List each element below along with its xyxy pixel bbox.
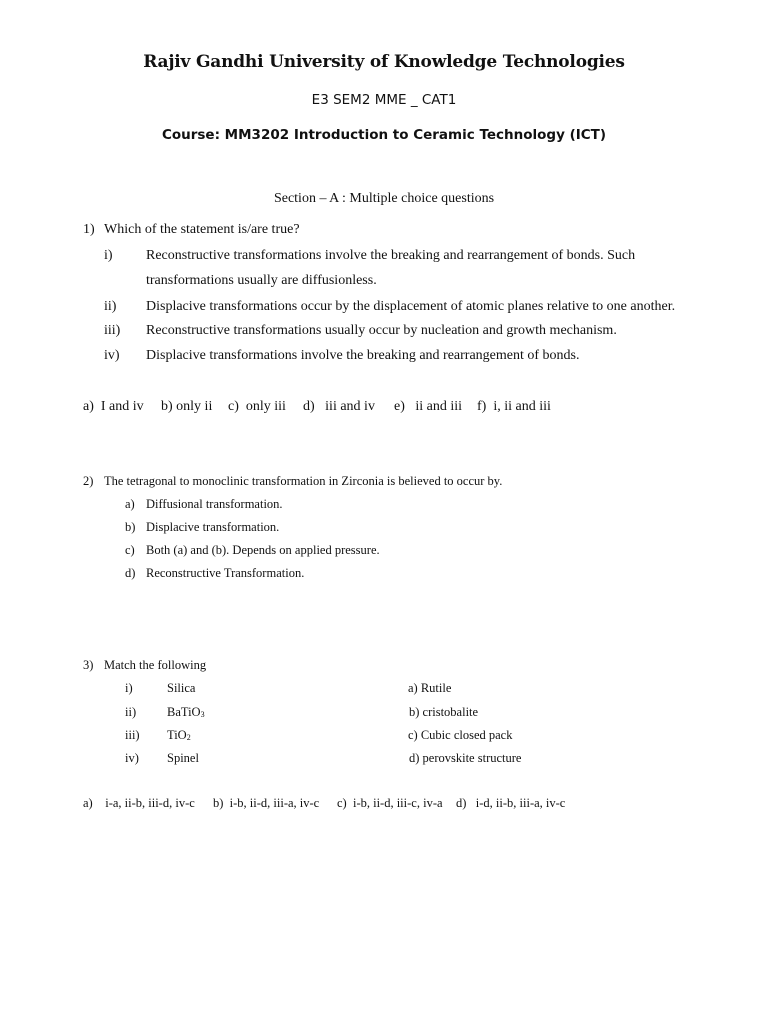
q2-option-text: Displacive transformation. (146, 520, 280, 534)
q1-option-b: b) only ii (161, 399, 213, 414)
q1-option-e: e) ii and iii (394, 399, 463, 414)
q1-statement-number: i) (104, 248, 113, 263)
q3-option-a: a) i-a, ii-b, iii-d, iv-c (83, 796, 195, 810)
q1-option-f: f) i, ii and iii (477, 399, 551, 414)
q1-text: Which of the statement is/are true? (104, 222, 300, 237)
course-title: Course: MM3202 Introduction to Ceramic Technology (ICT) (161, 127, 607, 143)
q2-number: 2) (83, 474, 94, 488)
q2-option-text: Diffusional transformation. (146, 497, 283, 511)
q3-number: 3) (83, 658, 94, 672)
q1-statement-text: transformations usually are diffusionless. (146, 273, 377, 288)
q1-statement-number: ii) (104, 299, 117, 314)
q3-left-item: Spinel (167, 751, 199, 765)
q3-right-item: b) cristobalite (409, 705, 479, 719)
q1-statement-number: iv) (104, 348, 120, 363)
q2-option-label: a) (125, 497, 135, 511)
q3-left-item: BaTiO$_3$ (167, 705, 205, 719)
q3-text: Match the following (104, 658, 207, 672)
q3-left-number: iii) (125, 728, 140, 742)
q2-option-label: b) (125, 520, 136, 534)
q3-right-item: d) perovskite structure (409, 751, 522, 765)
q1-statement-text: Displacive transformations occur by the displacement of atomic planes relative to one another. (146, 299, 676, 314)
q2-option-label: d) (125, 566, 136, 580)
q1-number: 1) (83, 222, 95, 237)
q1-statement-text: Displacive transformations involve the breaking and rearrangement of bonds. (146, 348, 580, 363)
q3-left-item: Silica (167, 681, 196, 695)
q1-option-a: a) I and iv (83, 399, 144, 414)
q3-right-item: a) Rutile (408, 681, 452, 695)
q3-option-d: d) i-d, ii-b, iii-a, iv-c (456, 796, 566, 810)
q1-option-c: c) only iii (228, 399, 286, 414)
q1-option-d: d) iii and iv (303, 399, 375, 414)
q3-right-item: c) Cubic closed pack (408, 728, 513, 742)
exam-code: E3 SEM2 MME _ CAT1 (311, 92, 457, 108)
university-title: Rajiv Gandhi University of Knowledge Technologies (143, 52, 625, 72)
q3-left-number: ii) (125, 705, 137, 719)
q2-text: The tetragonal to monoclinic transformation in Zirconia is believed to occur by. (104, 474, 503, 488)
q1-statement-number: iii) (104, 323, 121, 338)
q3-left-number: i) (125, 681, 133, 695)
section-a-heading: Section – A : Multiple choice questions (273, 191, 495, 206)
q1-statement-text: Reconstructive transformations involve the breaking and rearrangement of bonds. Such (146, 248, 636, 263)
q1-statement-text: Reconstructive transformations usually occur by nucleation and growth mechanism. (146, 323, 617, 338)
q3-left-item: TiO$_2$ (167, 728, 191, 742)
q2-option-text: Both (a) and (b). Depends on applied pressure. (146, 543, 380, 557)
q2-option-text: Reconstructive Transformation. (146, 566, 305, 580)
q3-option-c: c) i-b, ii-d, iii-c, iv-a (337, 796, 443, 810)
q2-option-label: c) (125, 543, 135, 557)
q3-left-number: iv) (125, 751, 139, 765)
q3-option-b: b) i-b, ii-d, iii-a, iv-c (213, 796, 320, 810)
